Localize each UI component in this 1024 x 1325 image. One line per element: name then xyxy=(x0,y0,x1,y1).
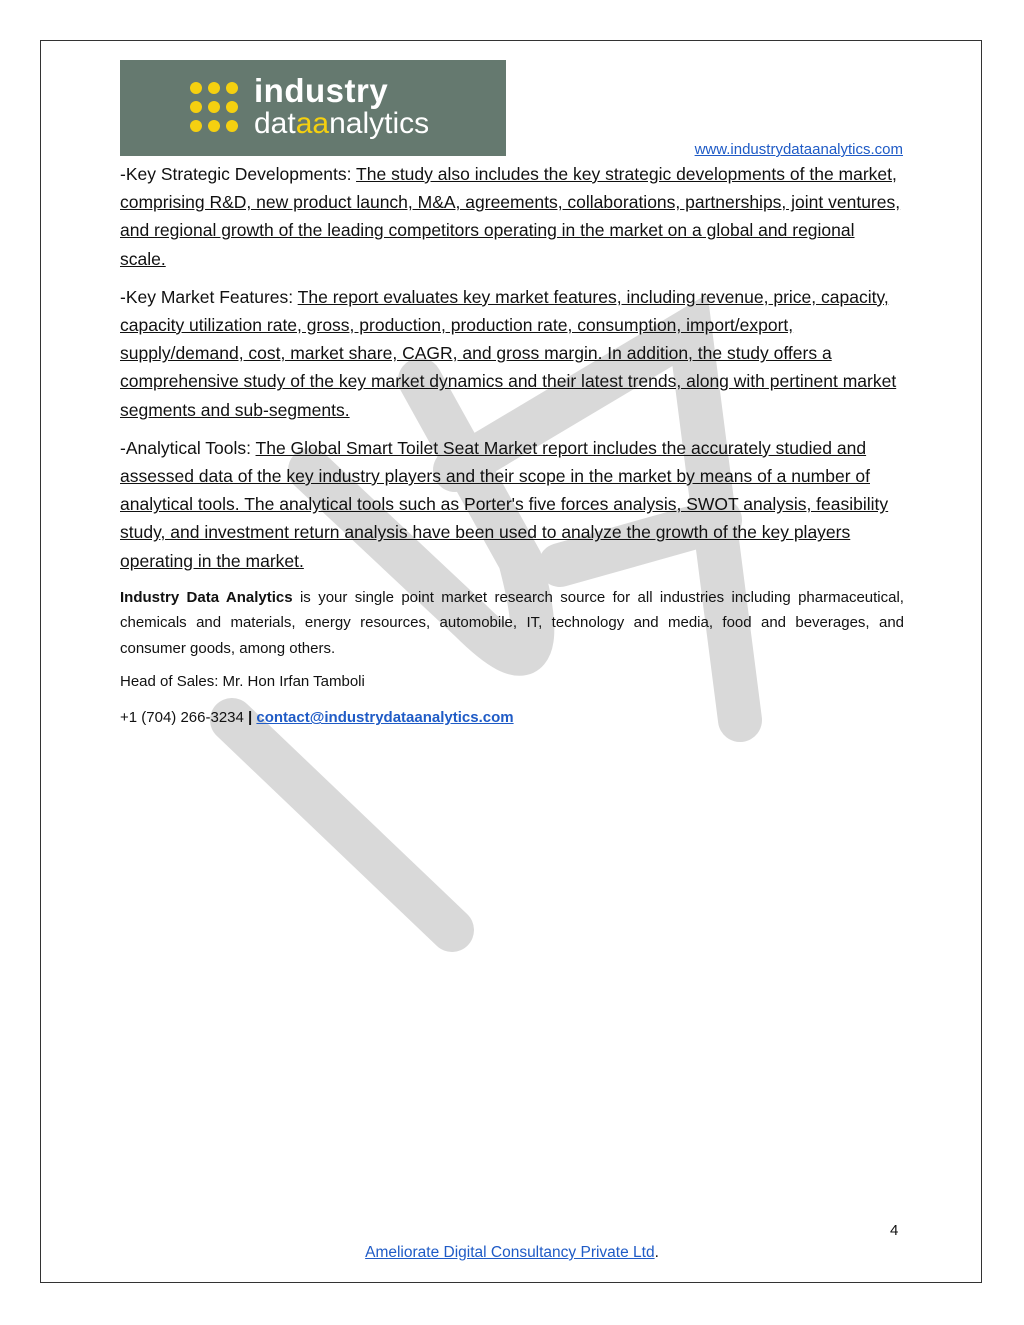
company-logo xyxy=(120,60,506,156)
footer-company-link[interactable]: Ameliorate Digital Consultancy Private Ltd xyxy=(365,1244,655,1261)
head-of-sales: Head of Sales: Mr. Hon Irfan Tamboli xyxy=(120,673,365,691)
logo-text-industry: industry xyxy=(254,72,389,109)
main-content xyxy=(120,160,904,743)
contact-line: +1 (704) 266-3234 | contact@industrydataanalytics.com xyxy=(120,709,514,727)
section-key-strategic-developments: -Key Strategic Developments: The study also includes the key strategic developments of the market, comprising R&D, new product launch, M&A, agreements, collaborations, partnerships, joint ventures, and regional growth of the leading competitors operating in the market on a global and regional scale. xyxy=(120,164,901,269)
website-link[interactable]: www.industrydataanalytics.com xyxy=(694,141,903,158)
page-number: 4 xyxy=(890,1222,899,1239)
logo-dots-icon xyxy=(188,80,244,136)
section-analytical-tools: -Analytical Tools: The Global Smart Toilet Seat Market report includes the accurately studied and assessed data of the key industry players and their scope in the market by means of a number of analytical tools. The analytical tools such as Porter's five forces analysis, SWOT analysis, feasibility study, and investment return analysis have been used to analyze the growth of the key players operating in the market. xyxy=(120,437,889,571)
footer: Ameliorate Digital Consultancy Private Ltd. xyxy=(365,1244,659,1261)
logo-text-dataanalytics: dataanalytics xyxy=(254,107,430,140)
section-key-market-features: -Key Market Features: The report evaluates key market features, including revenue, price, capacity, capacity utilization rate, gross, production, production rate, consumption, import/export, supply/demand, cost, market share, CAGR, and gross margin. In addition, the study offers a comprehensive study of the key market dynamics and their latest trends, along with pertinent market segments and sub-segments. xyxy=(120,286,897,420)
contact-email-link[interactable]: contact@industrydataanalytics.com xyxy=(256,709,514,727)
about-company: Industry Data Analytics is your single point market research source for all industries including pharmaceutical, chemicals and materials, energy resources, automobile, IT, technology and media, food and beverages, and consumer goods, among others. xyxy=(120,588,904,657)
